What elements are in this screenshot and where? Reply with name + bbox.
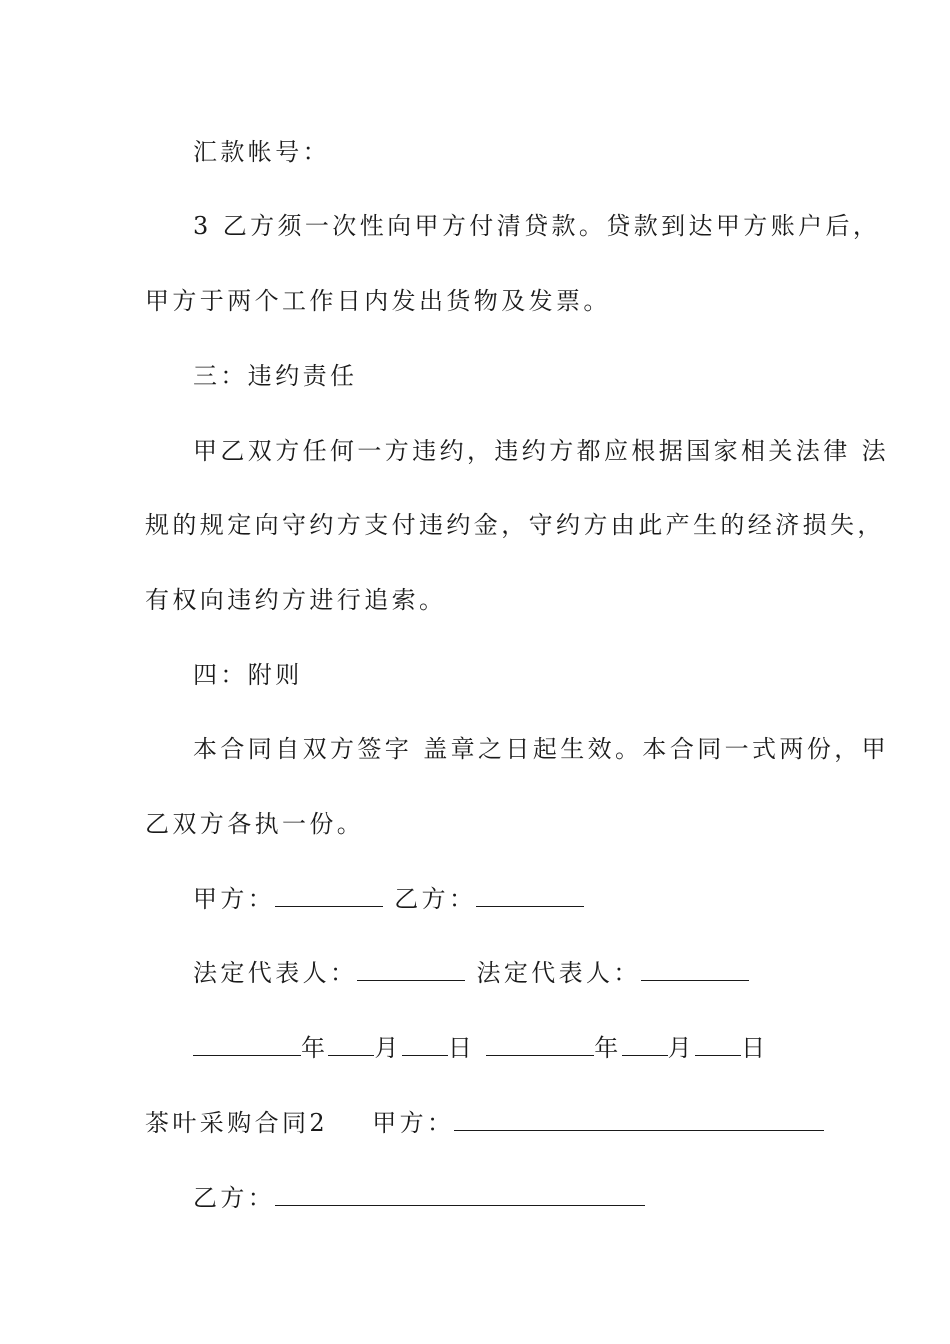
- next-party-a-label: 甲方：: [372, 1109, 455, 1137]
- party-signature-row: [193, 884, 584, 914]
- next-contract-header-row: [145, 1108, 824, 1138]
- year-b-blank: [486, 1035, 594, 1056]
- account-label: 汇款帐号：: [193, 138, 330, 166]
- appendix-line-1: 本合同自双方签字 盖章之日起生效。本合同一式两份，甲: [193, 735, 890, 763]
- day-a-label: 日: [447, 1034, 476, 1062]
- year-b-label: 年: [594, 1034, 622, 1062]
- next-party-b-label: 乙方：: [193, 1184, 276, 1212]
- day-a-blank: [402, 1035, 448, 1056]
- legal-rep-a-blank: [357, 960, 465, 981]
- next-party-a-blank: [454, 1110, 824, 1131]
- party-b-blank: [476, 886, 584, 907]
- section-4-heading: 四：附则: [193, 661, 303, 689]
- month-b-blank: [622, 1035, 668, 1056]
- month-a-label: 月: [374, 1034, 402, 1062]
- party-a-label: 甲方：: [193, 885, 276, 913]
- appendix-line-2: 乙双方各执一份。: [145, 810, 365, 838]
- month-b-label: 月: [667, 1034, 696, 1062]
- date-row: [193, 1033, 768, 1063]
- year-a-blank: [193, 1035, 301, 1056]
- legal-rep-row: [193, 958, 749, 988]
- legal-rep-a-label: 法定代表人：: [193, 959, 358, 987]
- party-b-label: 乙方：: [394, 885, 477, 913]
- day-b-blank: [695, 1035, 741, 1056]
- payment-clause-line-2: 甲方于两个工作日内发出货物及发票。: [145, 287, 611, 315]
- party-a-blank: [275, 886, 383, 907]
- breach-clause-line-1: 甲乙双方任何一方违约，违约方都应根据国家相关法律 法: [193, 437, 890, 465]
- next-party-b-blank: [275, 1185, 645, 1206]
- day-b-label: 日: [741, 1034, 769, 1062]
- year-a-label: 年: [301, 1034, 329, 1062]
- breach-clause-line-3: 有权向违约方进行追索。: [145, 586, 447, 614]
- breach-clause-line-2: 规的规定向守约方支付违约金，守约方由此产生的经济损失，: [145, 511, 885, 539]
- month-a-blank: [328, 1035, 374, 1056]
- legal-rep-b-label: 法定代表人：: [476, 959, 641, 987]
- section-3-heading: 三：违约责任: [193, 362, 358, 390]
- legal-rep-b-blank: [641, 960, 749, 981]
- next-contract-title: 茶叶采购合同2: [145, 1109, 329, 1137]
- next-party-b-row: [193, 1183, 645, 1213]
- payment-clause-line-1: 3 乙方须一次性向甲方付清贷款。贷款到达甲方账户后，: [193, 212, 881, 240]
